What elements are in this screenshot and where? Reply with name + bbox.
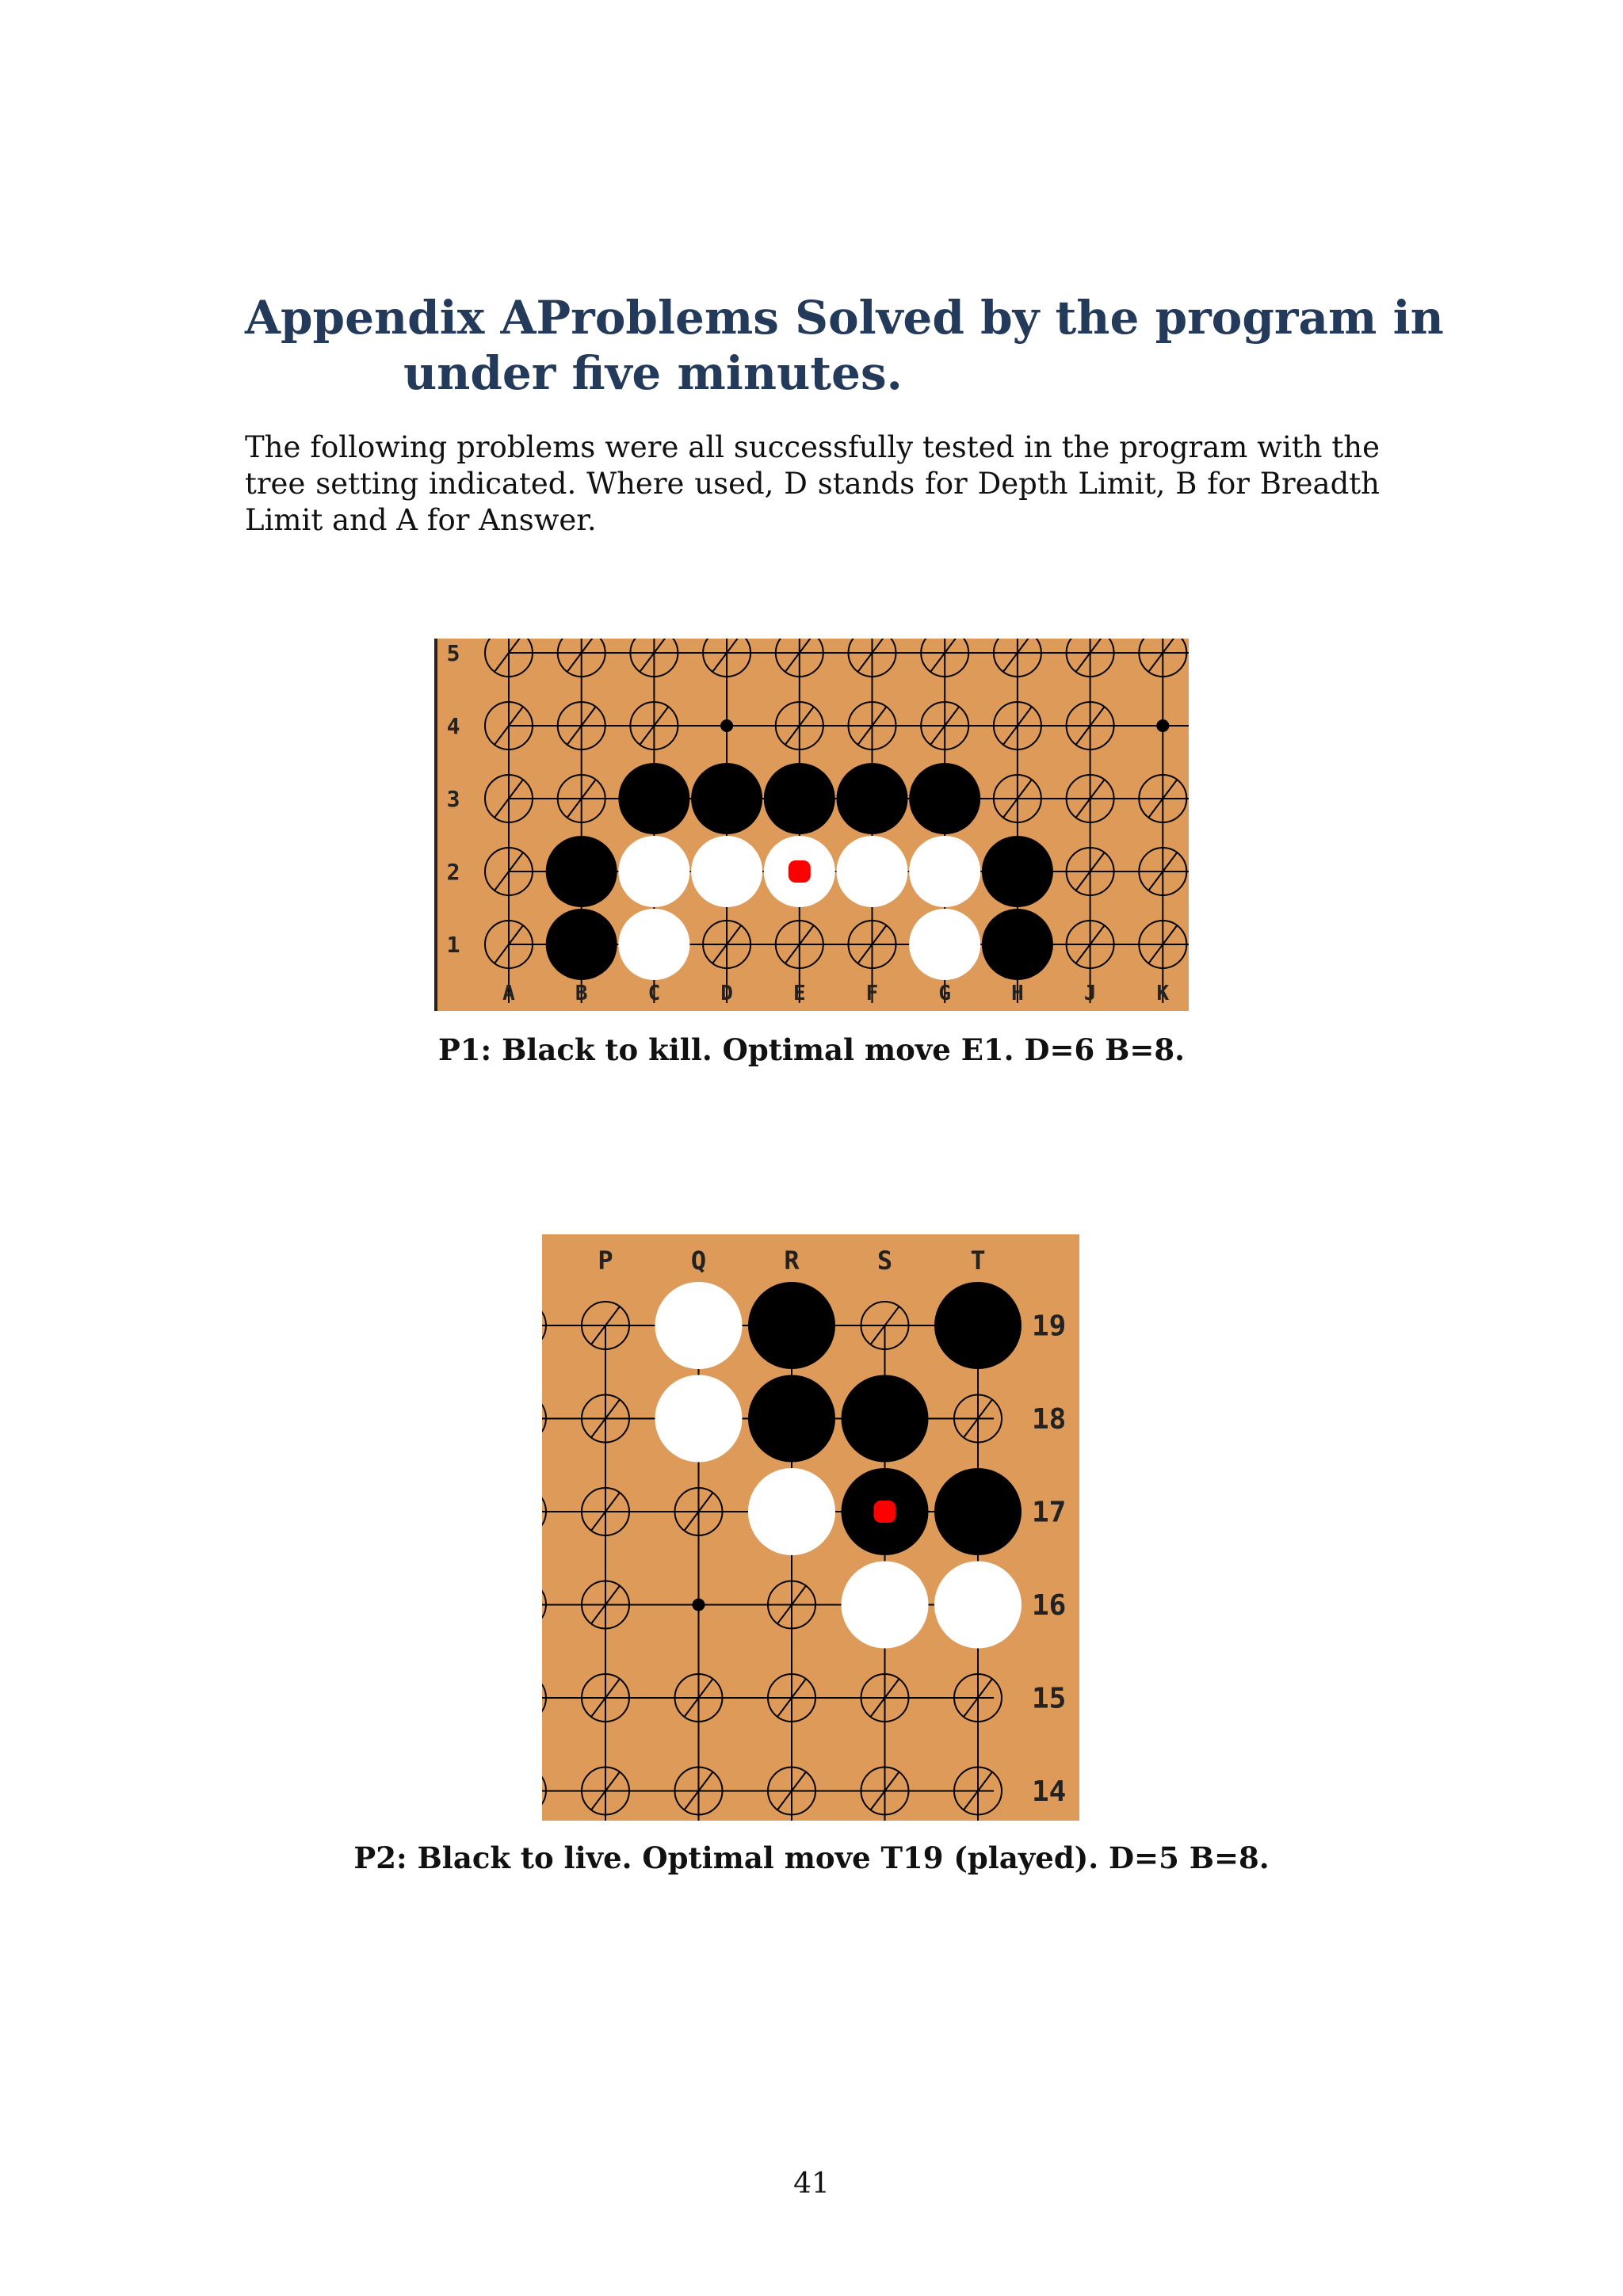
black-stone [982, 909, 1053, 980]
column-label: R [784, 1245, 800, 1276]
column-label: A [502, 982, 515, 1005]
board-edge-bar [434, 639, 437, 1011]
white-stone [934, 1562, 1022, 1649]
row-label: 15 [1032, 1682, 1067, 1715]
column-label: G [938, 982, 952, 1005]
black-stone [837, 763, 908, 834]
problem-1-caption: P1: Black to kill. Optimal move E1. D=6 B=8. [437, 1032, 1186, 1067]
black-stone [934, 1468, 1022, 1555]
white-stone [909, 836, 980, 907]
row-label: 4 [446, 712, 460, 739]
white-stone [618, 836, 689, 907]
star-point [1156, 719, 1169, 732]
row-label: 19 [1032, 1310, 1067, 1343]
white-stone [655, 1282, 743, 1369]
column-label: E [792, 982, 806, 1005]
column-label: F [865, 982, 879, 1005]
column-label: S [876, 1245, 893, 1276]
column-label: J [1083, 982, 1097, 1005]
last-move-marker [789, 860, 811, 883]
page-number: 41 [793, 2168, 830, 2200]
column-label: P [598, 1245, 613, 1276]
white-stone [655, 1375, 743, 1463]
black-stone [691, 763, 762, 834]
heading-line-1 [245, 290, 1444, 345]
row-label: 3 [446, 785, 460, 812]
white-stone [618, 909, 689, 980]
white-stone [842, 1562, 929, 1649]
row-label: 17 [1032, 1496, 1067, 1529]
black-stone [842, 1375, 929, 1463]
black-stone [982, 836, 1053, 907]
column-label: C [647, 982, 661, 1005]
white-stone [837, 836, 908, 907]
row-label: 5 [446, 639, 460, 666]
last-move-marker [874, 1501, 896, 1523]
white-stone [748, 1468, 835, 1555]
heading-title-part-1: Problems Solved by the program in [536, 291, 1444, 345]
white-stone [691, 836, 762, 907]
black-stone [618, 763, 689, 834]
heading-title-part-2: under five minutes. [403, 346, 903, 400]
appendix-label: Appendix A [245, 291, 537, 345]
black-stone [909, 763, 980, 834]
black-stone [546, 836, 617, 907]
row-label: 14 [1032, 1775, 1067, 1809]
column-label: D [720, 982, 733, 1005]
black-stone [748, 1375, 835, 1463]
column-label: T [970, 1245, 986, 1276]
problem-2-caption: P2: Black to live. Optimal move T19 (played). D=5 B=8. [353, 1840, 1270, 1875]
column-label: H [1011, 982, 1024, 1005]
white-stone [909, 909, 980, 980]
intro-paragraph: The following problems were all successfully tested in the program with the tree setting indicated. Where used, D stands for Depth Limit, B for Breadth Limit and A for Answer. [245, 430, 1380, 537]
row-label: 18 [1032, 1403, 1067, 1436]
go-board-problem-2 [542, 1234, 1079, 1821]
black-stone [764, 763, 835, 834]
column-label: Q [690, 1245, 707, 1276]
black-stone [748, 1282, 835, 1369]
star-point [720, 719, 733, 732]
row-label: 1 [446, 931, 460, 958]
black-stone [546, 909, 617, 980]
appendix-heading [245, 290, 1444, 401]
go-board-problem-1 [434, 639, 1189, 1011]
column-label: B [575, 982, 588, 1005]
black-stone [934, 1282, 1022, 1369]
column-label: K [1156, 982, 1170, 1005]
row-label: 2 [446, 858, 460, 885]
star-point [693, 1599, 705, 1611]
row-label: 16 [1032, 1589, 1067, 1623]
